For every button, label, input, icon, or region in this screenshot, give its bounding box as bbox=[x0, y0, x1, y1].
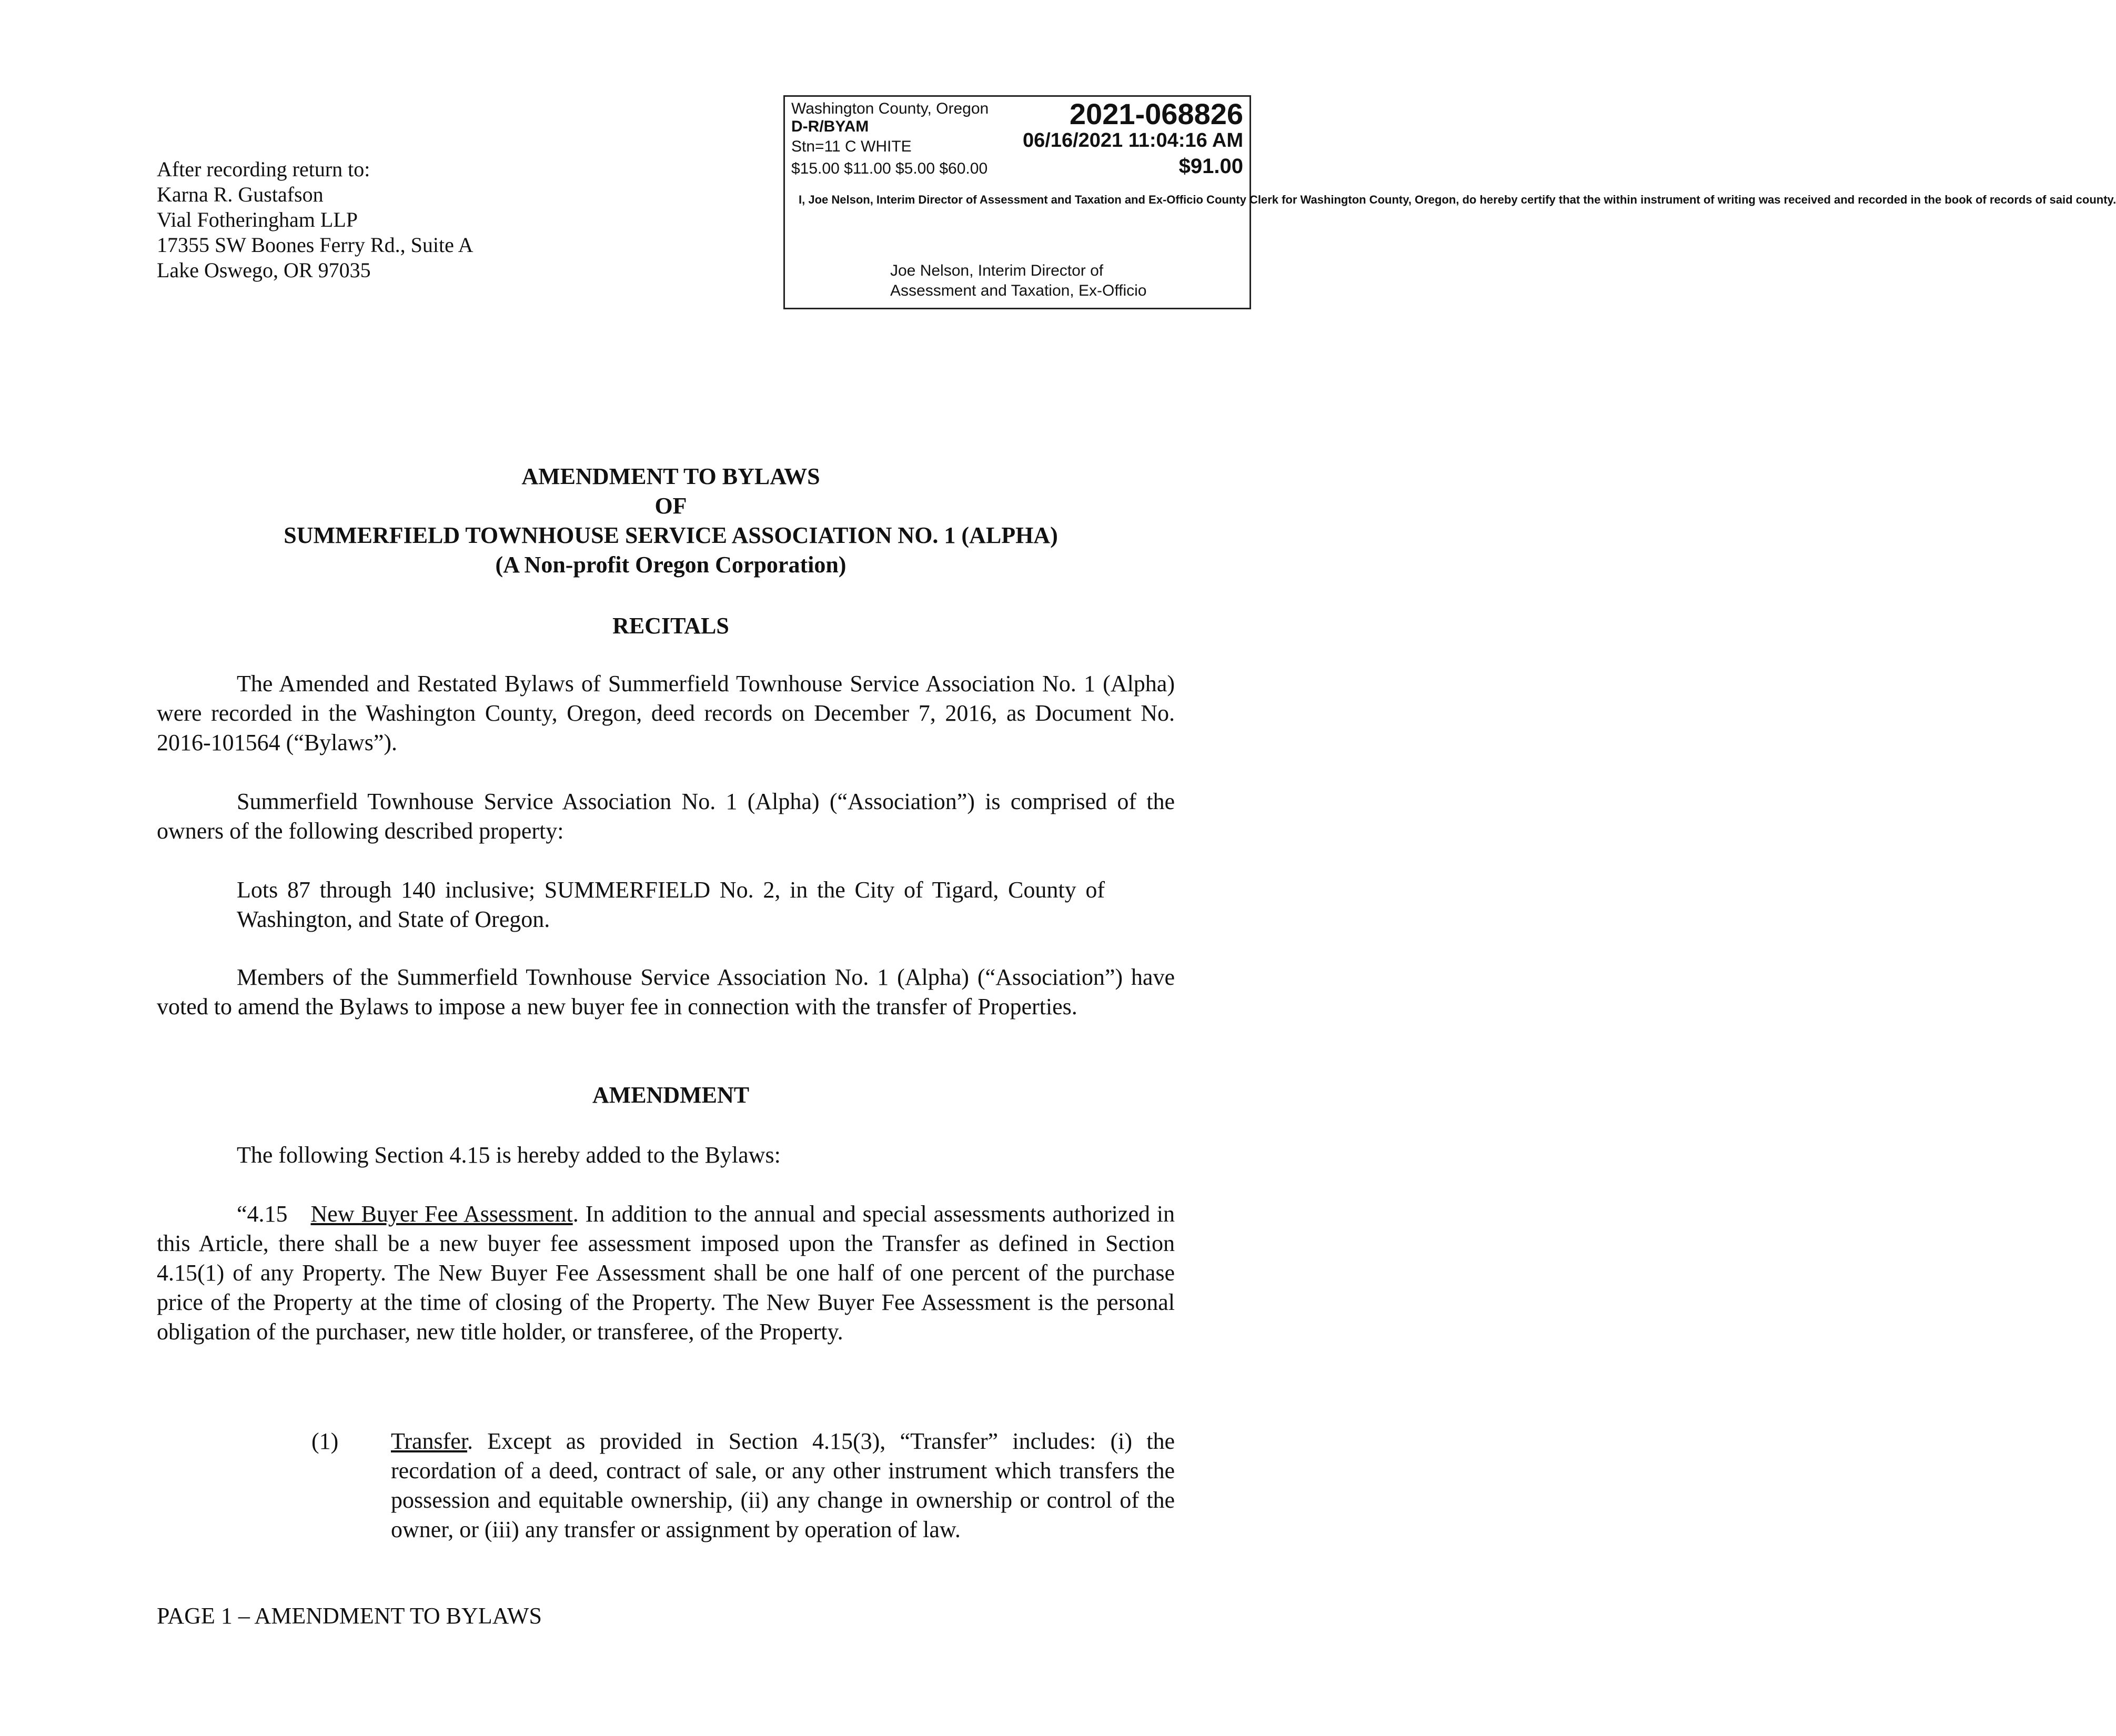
amendment-heading: AMENDMENT bbox=[592, 1082, 750, 1108]
section-4-15-paragraph bbox=[157, 1199, 1175, 1347]
stamp-document-number: 2021-068826 bbox=[1069, 97, 1243, 130]
document-title-of: OF bbox=[654, 493, 687, 519]
stamp-datetime: 06/16/2021 11:04:16 AM bbox=[1022, 129, 1243, 152]
return-address-line: After recording return to: bbox=[157, 157, 370, 181]
document-subtitle: (A Non-profit Oregon Corporation) bbox=[495, 552, 847, 578]
return-address-block bbox=[157, 157, 525, 283]
stamp-signature-line1: Joe Nelson, Interim Director of bbox=[890, 262, 1104, 279]
stamp-total: $91.00 bbox=[1178, 155, 1243, 178]
property-description: Lots 87 through 140 inclusive; SUMMERFIELD No. 2, in the City of Tigard, County of Washington, and State of Oregon. bbox=[237, 877, 1105, 932]
subsection-1-number: (1) bbox=[311, 1428, 339, 1454]
recitals-paragraph-1: The Amended and Restated Bylaws of Summerfield Townhouse Service Association No. 1 (Alpha) were recorded in the Washington County, Oregon, deed records on December 7, 2016, as Document No. 2016-101564 (“Bylaws”). bbox=[157, 671, 1175, 755]
subsection-1-title: Transfer bbox=[391, 1428, 468, 1454]
page-footer: PAGE 1 – AMENDMENT TO BYLAWS bbox=[157, 1603, 542, 1629]
amendment-intro: The following Section 4.15 is hereby added to the Bylaws: bbox=[237, 1142, 781, 1168]
return-address-firm: Vial Fotheringham LLP bbox=[157, 208, 358, 231]
recitals-paragraph-3: Members of the Summerfield Townhouse Service Association No. 1 (Alpha) (“Association”) have voted to amend the Bylaws to impose a new buyer fee in connection with the transfer of Properties. bbox=[157, 964, 1175, 1020]
return-address-city: Lake Oswego, OR 97035 bbox=[157, 258, 371, 282]
stamp-signature-line2: Assessment and Taxation, Ex-Officio bbox=[890, 282, 1147, 299]
section-number: “4.15 bbox=[237, 1201, 288, 1227]
return-address-street: 17355 SW Boones Ferry Rd., Suite A bbox=[157, 233, 473, 257]
stamp-code: D-R/BYAM bbox=[791, 118, 869, 135]
return-address-name: Karna R. Gustafson bbox=[157, 183, 324, 206]
section-text: . In addition to the annual and special assessments authorized in this Article, there shall be a new buyer fee assessment imposed upon the Transfer as defined in Section 4.15(1) of any Property. The New Buyer Fee Assessment shall be one half of one percent of the purchase price of the Property at the time of closing of the Property. The New Buyer Fee Assessment is the personal obligation of the purchaser, new title holder, or transferee, of the Property. bbox=[157, 1201, 1175, 1345]
stamp-fees: $15.00 $11.00 $5.00 $60.00 bbox=[791, 160, 988, 177]
recitals-paragraph-2: Summerfield Townhouse Service Association No. 1 (Alpha) (“Association”) is comprised of the owners of the following described property: bbox=[157, 789, 1175, 844]
stamp-county: Washington County, Oregon bbox=[791, 100, 989, 117]
stamp-station: Stn=11 C WHITE bbox=[791, 138, 912, 155]
subsection-1-paragraph bbox=[391, 1427, 1175, 1545]
document-title-association: SUMMERFIELD TOWNHOUSE SERVICE ASSOCIATION NO. 1 (ALPHA) bbox=[284, 522, 1058, 548]
stamp-certification: I, Joe Nelson, Interim Director of Assessment and Taxation and Ex-Officio County Clerk for Washington County, Oregon, do hereby certify that the within instrument of writing was received and recorded in the book of records of said county. bbox=[799, 193, 2116, 206]
recitals-heading: RECITALS bbox=[612, 613, 729, 639]
recording-stamp bbox=[783, 95, 2116, 309]
subsection-1-text: . Except as provided in Section 4.15(3), “Transfer” includes: (i) the recordation of a deed, contract of sale, or any other instrument which transfers the possession and equitable ownership, (ii) any change in ownership or control of the owner, or (iii) any transfer or assignment by operation of law. bbox=[391, 1428, 1175, 1542]
section-title: New Buyer Fee Assessment bbox=[310, 1201, 573, 1227]
document-title: AMENDMENT TO BYLAWS bbox=[521, 463, 820, 489]
